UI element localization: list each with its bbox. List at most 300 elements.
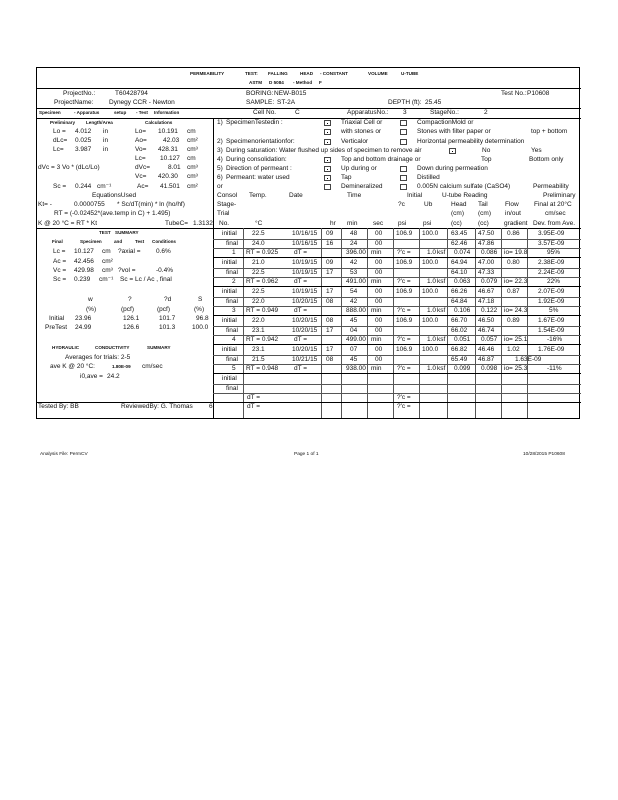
spec-hdr-information: Information	[154, 110, 180, 115]
test-no-label: Test No.:	[501, 90, 527, 97]
check-2-opt1: Verticalor	[341, 138, 369, 145]
calc-unit: cm³	[187, 164, 198, 171]
col-hdr: cm/sec	[545, 210, 566, 217]
ac-unit: cm²	[187, 183, 198, 190]
stage-cell: final	[226, 385, 238, 392]
col-hdr: Head	[451, 201, 467, 208]
calc-value: 10.191	[158, 128, 178, 135]
k-cell: 2.07E-09	[538, 288, 565, 295]
psi1-cell: 106.9	[396, 288, 413, 295]
summary-title-test: TEST	[99, 230, 111, 235]
sec-cell: 00	[375, 356, 383, 363]
k-cell: 3.57E-09	[538, 240, 565, 247]
cell-no-label: Cell No.	[253, 109, 277, 116]
sec-cell: 00	[375, 230, 383, 237]
check-1b-opt2: Stones with filter paper or	[417, 128, 491, 135]
pretest-gammad: 101.3	[159, 324, 176, 331]
title-volume: VOLUME	[368, 71, 388, 76]
eq1-lhs: Kt= -	[38, 201, 52, 208]
check-5-opt1: Up during or	[341, 165, 377, 172]
axial-value: 0.6%	[156, 248, 171, 255]
dtail-cell: 0.057	[481, 336, 498, 343]
col-hdr: Temp.	[249, 192, 267, 199]
date-cell: 10/21/15	[292, 356, 318, 363]
trial-no: 5	[232, 365, 236, 372]
tail-cell: 46.74	[478, 327, 495, 334]
head-cell: 64.10	[451, 269, 468, 276]
k-cell: 1.67E-09	[538, 317, 565, 324]
hr-cell: 08	[326, 356, 334, 363]
check-2-opt2: Horizontal permeability determination	[417, 138, 525, 145]
permeability-sheet	[36, 67, 580, 419]
pretest-gamma: 126.6	[123, 324, 140, 331]
min-cell: 53	[350, 269, 358, 276]
k-cell: 1.92E-09	[538, 298, 565, 305]
dt-label: dT =	[247, 394, 261, 401]
sec-cell: 00	[375, 259, 383, 266]
bc-value: 1.0	[427, 336, 437, 343]
hr-cell: 17	[326, 288, 334, 295]
spec-hdr-specimen: Specimen	[39, 110, 61, 115]
hr-cell: 17	[326, 269, 334, 276]
min-cell: 42	[350, 298, 358, 305]
check-4-text: During consolidation:	[226, 156, 287, 163]
col-hdr: Date	[289, 192, 303, 199]
col-hdr: min	[347, 220, 358, 227]
sc-label: Sc =	[53, 276, 67, 283]
date-cell: 10/20/15	[292, 298, 318, 305]
check-4-opt3: Bottom only	[529, 156, 564, 163]
temp-cell: 21.5	[252, 356, 265, 363]
calc-unit: cm²	[187, 137, 198, 144]
eq3-lhs: K @ 20 °C = RT * Kt	[38, 220, 97, 227]
eq3-tube-label: TubeC=	[165, 220, 189, 227]
pretest-w: 24.99	[75, 324, 92, 331]
trial-no: 2	[232, 278, 236, 285]
bc-unit: ksf	[437, 365, 446, 372]
io-cell: io= 25.3	[504, 365, 528, 372]
io-cell: io= 24.3	[504, 307, 528, 314]
check-6-opt1: Tap	[341, 174, 352, 181]
date-cell: 10/20/15	[292, 346, 318, 353]
check-6b-text: or	[217, 183, 223, 190]
calc-unit: cm	[187, 128, 196, 135]
hr-cell: 17	[326, 346, 334, 353]
flow-cell: 0.89	[507, 317, 520, 324]
check-5-text: Direction of permeant :	[226, 165, 292, 172]
eq1-rhs: * Sc/dT(min) * ln (ho/hf)	[117, 201, 185, 208]
checkbox[interactable]	[400, 139, 407, 145]
dt-label: dT =	[294, 307, 308, 314]
flow-cell: 1.02	[507, 346, 520, 353]
tail-cell: 46.67	[478, 288, 495, 295]
dh-cell: 0.051	[454, 336, 471, 343]
equations-title: EquationsUsed	[92, 192, 137, 199]
col-gamma: ?	[128, 296, 132, 303]
col-hdr: (cc)	[478, 220, 489, 227]
col-hdr: Preliminary	[543, 192, 576, 199]
col-w: w	[88, 296, 93, 303]
dtail-cell: 0.086	[481, 249, 498, 256]
k-cell: 3.95E-09	[538, 230, 565, 237]
sec-cell: 00	[375, 269, 383, 276]
flow-cell: 0.86	[507, 230, 520, 237]
boring-value: NEW-B015	[274, 90, 307, 97]
head-cell: 66.26	[451, 288, 468, 295]
tail-cell: 47.33	[478, 269, 495, 276]
bc-label: ?'c =	[397, 336, 411, 343]
calc-label: Ao=	[135, 137, 147, 144]
pretest-s: 100.0	[192, 324, 209, 331]
dtail-cell: 0.122	[481, 307, 498, 314]
calc-value: 42.03	[163, 137, 180, 144]
check-5-opt2: Down during permeation	[417, 165, 488, 172]
min-cell: 45	[350, 356, 358, 363]
method-label: - Method	[293, 80, 313, 85]
dt-unit: min	[371, 336, 382, 343]
ac-label: Ac=	[137, 183, 149, 190]
checkbox[interactable]	[400, 175, 407, 181]
bc-label: ?'c =	[397, 403, 411, 410]
bc-unit: ksf	[437, 278, 446, 285]
io-cell: io= 25.1	[504, 336, 528, 343]
min-cell: 48	[350, 230, 358, 237]
date-cell: 10/19/15	[292, 259, 318, 266]
ioave-value: 24.2	[107, 373, 120, 380]
summary-hdr: Test	[135, 239, 145, 244]
temp-cell: 23.1	[252, 346, 265, 353]
dt-unit: min	[371, 365, 382, 372]
project-no: T60428794	[115, 90, 148, 97]
summary-hdr: Specimen	[80, 239, 102, 244]
project-no-label: ProjectNo.:	[63, 90, 96, 97]
col-hdr: psi	[423, 220, 432, 227]
rt-cell: RT = 0.948	[246, 365, 279, 372]
vc-value: 429.98	[74, 267, 94, 274]
sc-unit: cm⁻¹	[97, 183, 112, 190]
check-4-opt1: Top and bottom drainage or	[341, 156, 421, 163]
k-cell: 2.24E-09	[538, 269, 565, 276]
hr-cell: 08	[326, 317, 334, 324]
sec-cell: 00	[375, 346, 383, 353]
test-no: P10608	[527, 90, 550, 97]
dims-hdr-prelim: Preliminary	[50, 120, 76, 125]
dim-unit: in	[103, 128, 109, 135]
stage-cell: initial	[222, 288, 237, 295]
hr-cell: 08	[326, 298, 334, 305]
check-2-text: Specimenorientationfor:	[226, 138, 295, 145]
calc-value: 428.31	[158, 146, 178, 153]
trial-no: 4	[232, 336, 236, 343]
sc-label: Sc =	[53, 183, 67, 190]
dt-label: dT =	[294, 278, 308, 285]
stage-cell: final	[226, 298, 238, 305]
col-hdr: psi	[398, 220, 407, 227]
lc-unit: cm	[102, 248, 111, 255]
stage-cell: final	[226, 356, 238, 363]
checkbox[interactable]	[324, 157, 331, 163]
calc-label: Lo=	[135, 128, 147, 135]
tail-cell: 46.46	[478, 346, 495, 353]
ac-value: 41.501	[160, 183, 180, 190]
k-cell: 1.54E-09	[538, 327, 565, 334]
sc-unit: cm⁻¹	[99, 276, 114, 283]
col-hdr: Ub	[424, 201, 433, 208]
title-test: TEST:	[245, 71, 258, 76]
hc-title: CONDUCTIVITY	[95, 345, 130, 350]
initial-w: 23.96	[75, 315, 92, 322]
head-cell: 66.70	[451, 317, 468, 324]
bc-label: ?'c =	[397, 307, 411, 314]
col-gammad: ?d	[164, 296, 172, 303]
min-cell: 42	[350, 259, 358, 266]
summary-hdr: Final	[52, 239, 63, 244]
checkbox[interactable]	[400, 120, 407, 126]
stage-cell: final	[226, 240, 238, 247]
psi2-cell: 100.0	[422, 259, 439, 266]
stage-cell: initial	[222, 230, 237, 237]
check-1-opt1: Triaxial Cell or	[341, 119, 383, 126]
hc-title: SUMMARY	[147, 345, 171, 350]
unit-s: (%)	[194, 306, 205, 313]
sec-cell: 00	[375, 327, 383, 334]
unit-w: (%)	[86, 306, 97, 313]
tail-cell: 46.87	[478, 356, 495, 363]
title-falling: FALLING	[268, 71, 288, 76]
head-cell: 64.94	[451, 259, 468, 266]
depth-label: DEPTH (ft):	[388, 99, 422, 106]
summary-hdr: Conditions	[152, 239, 176, 244]
bc-unit: ksf	[437, 249, 446, 256]
lc-label: Lc =	[53, 248, 66, 255]
dvc-formula: dVc = 3 Vo * (dLc/Lo)	[38, 164, 100, 171]
col-hdr: Consol	[217, 192, 238, 199]
dh-cell: 0.074	[454, 249, 471, 256]
col-s: S	[198, 296, 203, 303]
col-hdr: in/out	[505, 210, 521, 217]
psi2-cell: 100.0	[422, 230, 439, 237]
dim-value: 4.012	[75, 128, 92, 135]
avek-value: 1.80E-09	[112, 364, 131, 369]
check-5: 5)	[217, 165, 223, 172]
pretest-label: PreTest	[45, 324, 68, 331]
tail-cell: 47.00	[478, 259, 495, 266]
temp-cell: 22.0	[252, 317, 265, 324]
page-marker: 6	[209, 403, 213, 410]
spec-hdr-test: - Test	[136, 110, 148, 115]
psi1-cell: 106.9	[396, 317, 413, 324]
col-hdr: Final at 20°C	[534, 201, 572, 208]
summary-hdr: and	[114, 239, 123, 244]
temp-cell: 22.5	[252, 230, 265, 237]
checkbox[interactable]	[400, 166, 407, 172]
sec-cell: 00	[375, 298, 383, 305]
vol-value: -0.4%	[156, 267, 173, 274]
col-hdr: Initial	[407, 192, 423, 199]
bc-value: 1.0	[427, 278, 437, 285]
title-permeability: PERMEABILITY	[190, 71, 225, 76]
project-name-label: ProjectName:	[54, 99, 94, 106]
ac-unit: cm²	[102, 258, 113, 265]
unit-gamma: (pcf)	[121, 306, 134, 313]
col-hdr: (cm)	[451, 210, 464, 217]
checkbox[interactable]	[324, 129, 331, 135]
dim-unit: in	[103, 146, 109, 153]
dim-unit: in	[103, 137, 109, 144]
temp-cell: 21.0	[252, 259, 265, 266]
tail-cell: 46.50	[478, 317, 495, 324]
stage-cell: initial	[222, 346, 237, 353]
calc-value: 10.127	[160, 155, 180, 162]
eq3-tube-value: 1.3132	[193, 220, 213, 227]
dev-cell: 22%	[547, 278, 561, 285]
stage-cell: final	[226, 327, 238, 334]
bc-value: 1.0	[427, 365, 437, 372]
date-cell: 10/19/15	[292, 269, 318, 276]
col-hdr: No.	[219, 220, 230, 227]
method-value: F	[319, 80, 322, 85]
calc-unit: cm³	[187, 173, 198, 180]
check-4-opt2: Top	[481, 156, 492, 163]
bc-label: ?'c =	[397, 394, 411, 401]
head-cell: 66.82	[451, 346, 468, 353]
astm-label: ASTM	[249, 80, 263, 85]
dt-label: dT =	[247, 403, 261, 410]
sc-value: 0.239	[74, 276, 91, 283]
checkbox[interactable]	[400, 129, 407, 135]
col-hdr: Stage-	[217, 201, 237, 208]
check-2: 2)	[217, 138, 223, 145]
col-hdr: gradient	[504, 220, 528, 227]
check-3-opt1: No	[482, 147, 491, 154]
hr-cell: 09	[326, 259, 334, 266]
ac-label: Ac =	[53, 258, 67, 265]
check-1b-opt1: with stones or	[341, 128, 382, 135]
dim-label: Lo =	[53, 128, 66, 135]
sample-label: SAMPLE:	[246, 99, 275, 106]
title-constant: - CONSTANT	[320, 71, 348, 76]
bc-unit: ksf	[437, 307, 446, 314]
astm-code: D 5084	[269, 80, 284, 85]
dh-cell: 0.106	[454, 307, 471, 314]
checkbox[interactable]	[449, 148, 456, 154]
calc-label: Vo=	[135, 146, 147, 153]
check-1b-opt3: top + bottom	[531, 128, 568, 135]
head-cell: 64.84	[451, 298, 468, 305]
col-hdr: Flow	[505, 201, 519, 208]
initial-label: Initial	[49, 315, 65, 322]
eq2: RT = (-0.02452*(ave.temp in C) + 1.495)	[54, 210, 171, 217]
temp-cell: 23.1	[252, 327, 265, 334]
dh-cell: 0.099	[454, 365, 471, 372]
dim-label: Lc=	[53, 146, 64, 153]
date-cell: 10/16/15	[292, 230, 318, 237]
cell-no: C	[295, 109, 300, 116]
dev-cell: 95%	[547, 249, 561, 256]
psi1-cell: 106.9	[396, 346, 413, 353]
col-hdr: U-tube Reading	[442, 192, 488, 199]
temp-cell: 24.0	[252, 240, 265, 247]
col-hdr: Dev. from Ave.	[533, 220, 576, 227]
hr-cell: 17	[326, 327, 334, 334]
ioave-label: i0,ave =	[80, 373, 103, 380]
dev-cell: -16%	[547, 336, 563, 343]
check-6b-opt2: 0.005N calcium sulfate (CaSO4)	[417, 183, 511, 190]
stage-no: 2	[484, 109, 488, 116]
dt-label: dT =	[294, 365, 308, 372]
stage-cell: initial	[222, 375, 237, 382]
dtail-cell: 0.079	[481, 278, 498, 285]
bc-label: ?'c =	[397, 249, 411, 256]
checkbox[interactable]	[400, 184, 407, 190]
check-6b-opt3: Permeability	[533, 183, 569, 190]
rt-cell: RT = 0.942	[246, 336, 279, 343]
bc-value: 1.0	[427, 249, 437, 256]
calc-label: Vc=	[135, 173, 147, 180]
apparatus-no-label: ApparatusNo.:	[347, 109, 389, 116]
check-3-text: During saturation: Water flushed up sides of specimen to remove air	[226, 147, 422, 154]
checkbox[interactable]	[324, 175, 331, 181]
depth-value: 25.45	[425, 99, 442, 106]
rt-cell: RT = 0.925	[246, 249, 279, 256]
check-6: 6)	[217, 174, 223, 181]
checkbox[interactable]	[324, 184, 331, 190]
dt-value: 888.00	[346, 307, 366, 314]
dt-value: 396.00	[346, 249, 366, 256]
flow-cell: 0.80	[507, 259, 520, 266]
dt-value: 491.00	[346, 278, 366, 285]
avek-unit: cm/sec	[142, 363, 163, 370]
footer-center: Page 1 of 1	[294, 452, 319, 457]
head-cell: 62.46	[451, 240, 468, 247]
check-6-text: Permeant: water used	[226, 174, 290, 181]
k-cell: 2.38E-09	[538, 259, 565, 266]
summary-title-summary: SUMMARY	[115, 230, 139, 235]
tail-cell: 47.18	[478, 298, 495, 305]
stage-cell: initial	[222, 317, 237, 324]
eq1-value: 0.0000755	[74, 201, 105, 208]
hc-title: HYDRAULIC	[52, 345, 80, 350]
dt-label: dT =	[294, 336, 308, 343]
dim-value: 3.987	[75, 146, 92, 153]
check-3: 3)	[217, 147, 223, 154]
psi2-cell: 100.0	[422, 317, 439, 324]
dt-unit: min	[371, 278, 382, 285]
check-3-opt2: Yes	[531, 147, 542, 154]
tail-cell: 47.50	[478, 230, 495, 237]
head-cell: 66.02	[451, 327, 468, 334]
k-cell: 1.76E-09	[538, 346, 565, 353]
col-hdr: Tail	[478, 201, 488, 208]
dtail-cell: 0.098	[481, 365, 498, 372]
lc-value: 10.127	[74, 248, 94, 255]
col-hdr: ?c	[398, 201, 405, 208]
checkbox[interactable]	[324, 120, 331, 126]
bc-label: ?'c =	[397, 278, 411, 285]
io-cell: io= 22.3	[504, 278, 528, 285]
date-cell: 10/16/15	[292, 240, 318, 247]
vc-label: Vc =	[53, 267, 67, 274]
check-6-opt2: Distilled	[417, 174, 440, 181]
title-head: HEAD	[300, 71, 314, 76]
dt-value: 938.00	[346, 365, 366, 372]
calc-label: dVc=	[135, 164, 150, 171]
dh-cell: 0.063	[454, 278, 471, 285]
checkbox[interactable]	[324, 139, 331, 145]
ac-value: 42.456	[74, 258, 94, 265]
checkbox[interactable]	[324, 166, 331, 172]
check-1: 1)	[217, 119, 223, 126]
